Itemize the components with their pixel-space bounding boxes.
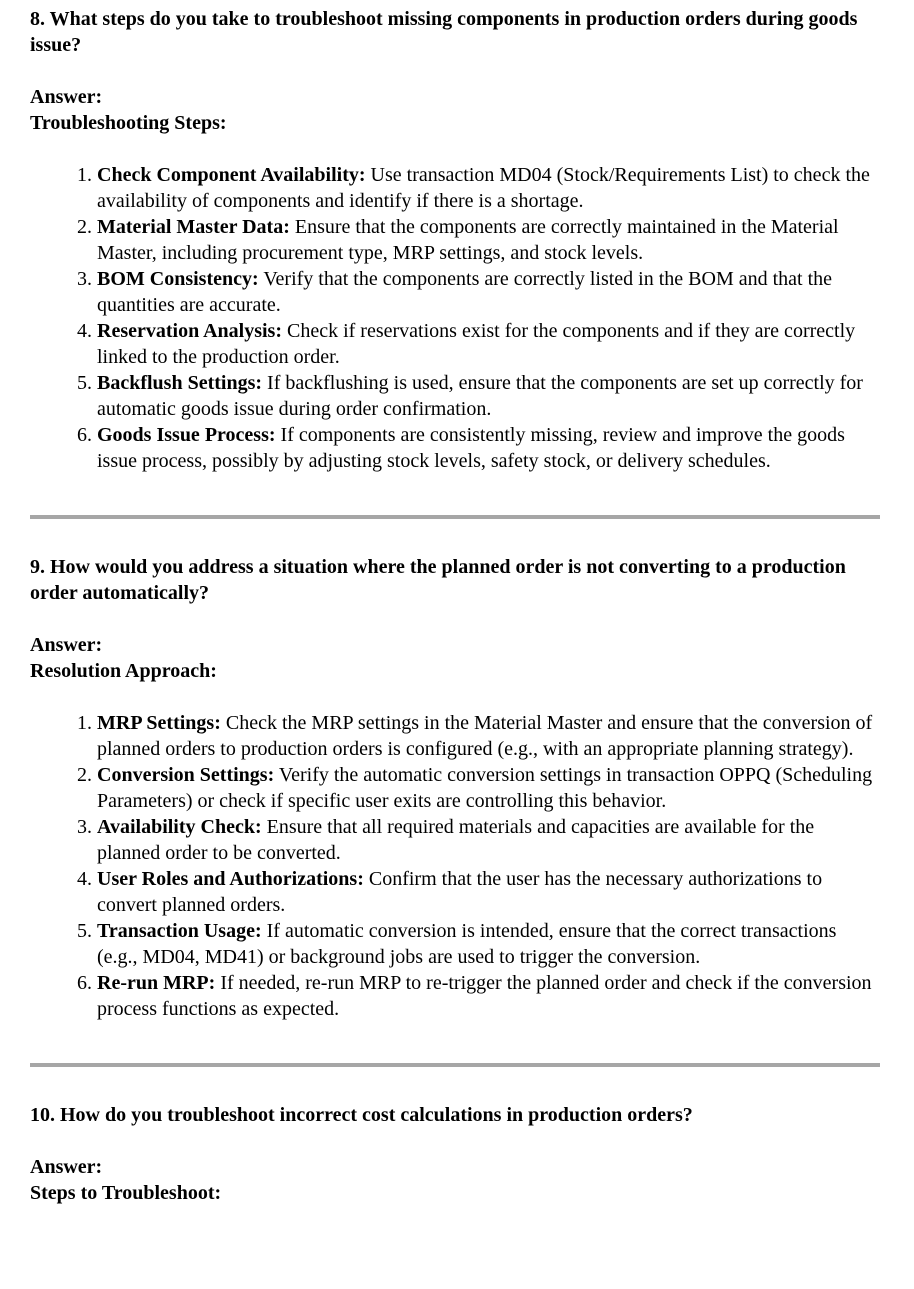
item-title: Conversion Settings: bbox=[97, 764, 275, 786]
section-divider bbox=[30, 515, 880, 519]
question-heading: 8. What steps do you take to troubleshoot missing components in production orders during goods issue? bbox=[30, 8, 858, 56]
question-heading: 9. How would you address a situation where the planned order is not converting to a production order automatically? bbox=[30, 556, 846, 604]
item-title: Material Master Data: bbox=[97, 216, 290, 238]
item-title: Transaction Usage: bbox=[97, 920, 262, 942]
list-item bbox=[97, 814, 880, 866]
answer-label: Answer: bbox=[30, 86, 103, 108]
list-item bbox=[97, 266, 880, 318]
item-text: Check if reservations exist for the components and if they are correctly linked to the production order. bbox=[97, 320, 856, 368]
item-text: Check the MRP settings in the Material Master and ensure that the conversion of planned orders to production orders is configured (e.g., with an appropriate planning strategy). bbox=[97, 712, 873, 760]
item-text: Confirm that the user has the necessary authorizations to convert planned orders. bbox=[97, 868, 823, 916]
item-text: Ensure that the components are correctly maintained in the Material Master, including procurement type, MRP settings, and stock levels. bbox=[97, 216, 839, 264]
list-item bbox=[97, 970, 880, 1022]
list-item bbox=[97, 710, 880, 762]
item-text: If automatic conversion is intended, ensure that the correct transactions (e.g., MD04, MD41) or background jobs are used to trigger the conversion. bbox=[97, 920, 837, 968]
qa-section-9 bbox=[30, 554, 880, 1022]
answer-subtitle: Steps to Troubleshoot: bbox=[30, 1182, 222, 1204]
list-item bbox=[97, 918, 880, 970]
qa-section-10 bbox=[30, 1102, 880, 1206]
list-item bbox=[97, 370, 880, 422]
item-title: Check Component Availability: bbox=[97, 164, 366, 186]
list-item bbox=[97, 762, 880, 814]
steps-list bbox=[30, 162, 880, 474]
item-title: User Roles and Authorizations: bbox=[97, 868, 364, 890]
list-item bbox=[97, 214, 880, 266]
item-text: If components are consistently missing, review and improve the goods issue process, possibly by adjusting stock levels, safety stock, or delivery schedules. bbox=[97, 424, 845, 472]
list-item bbox=[97, 866, 880, 918]
steps-list bbox=[30, 710, 880, 1022]
answer-subtitle: Troubleshooting Steps: bbox=[30, 112, 227, 134]
item-text: Verify the automatic conversion settings in transaction OPPQ (Scheduling Parameters) or check if specific user exits are controlling this behavior. bbox=[97, 764, 873, 812]
answer-label: Answer: bbox=[30, 634, 103, 656]
item-text: If backflushing is used, ensure that the components are set up correctly for automatic goods issue during order confirmation. bbox=[97, 372, 863, 420]
answer-label: Answer: bbox=[30, 1156, 103, 1178]
item-title: Backflush Settings: bbox=[97, 372, 263, 394]
list-item bbox=[97, 318, 880, 370]
item-text: Verify that the components are correctly listed in the BOM and that the quantities are accurate. bbox=[97, 268, 833, 316]
section-divider bbox=[30, 1063, 880, 1067]
item-title: Reservation Analysis: bbox=[97, 320, 282, 342]
answer-subtitle: Resolution Approach: bbox=[30, 660, 217, 682]
item-title: Goods Issue Process: bbox=[97, 424, 276, 446]
question-heading: 10. How do you troubleshoot incorrect cost calculations in production orders? bbox=[30, 1104, 693, 1126]
item-text: Ensure that all required materials and capacities are available for the planned order to be converted. bbox=[97, 816, 815, 864]
item-title: BOM Consistency: bbox=[97, 268, 259, 290]
item-text: Use transaction MD04 (Stock/Requirements List) to check the availability of components and identify if there is a shortage. bbox=[97, 164, 870, 212]
item-title: MRP Settings: bbox=[97, 712, 221, 734]
list-item bbox=[97, 162, 880, 214]
item-title: Availability Check: bbox=[97, 816, 262, 838]
list-item bbox=[97, 422, 880, 474]
item-title: Re-run MRP: bbox=[97, 972, 216, 994]
item-text: If needed, re-run MRP to re-trigger the planned order and check if the conversion process functions as expected. bbox=[97, 972, 872, 1020]
qa-section-8 bbox=[30, 6, 880, 474]
